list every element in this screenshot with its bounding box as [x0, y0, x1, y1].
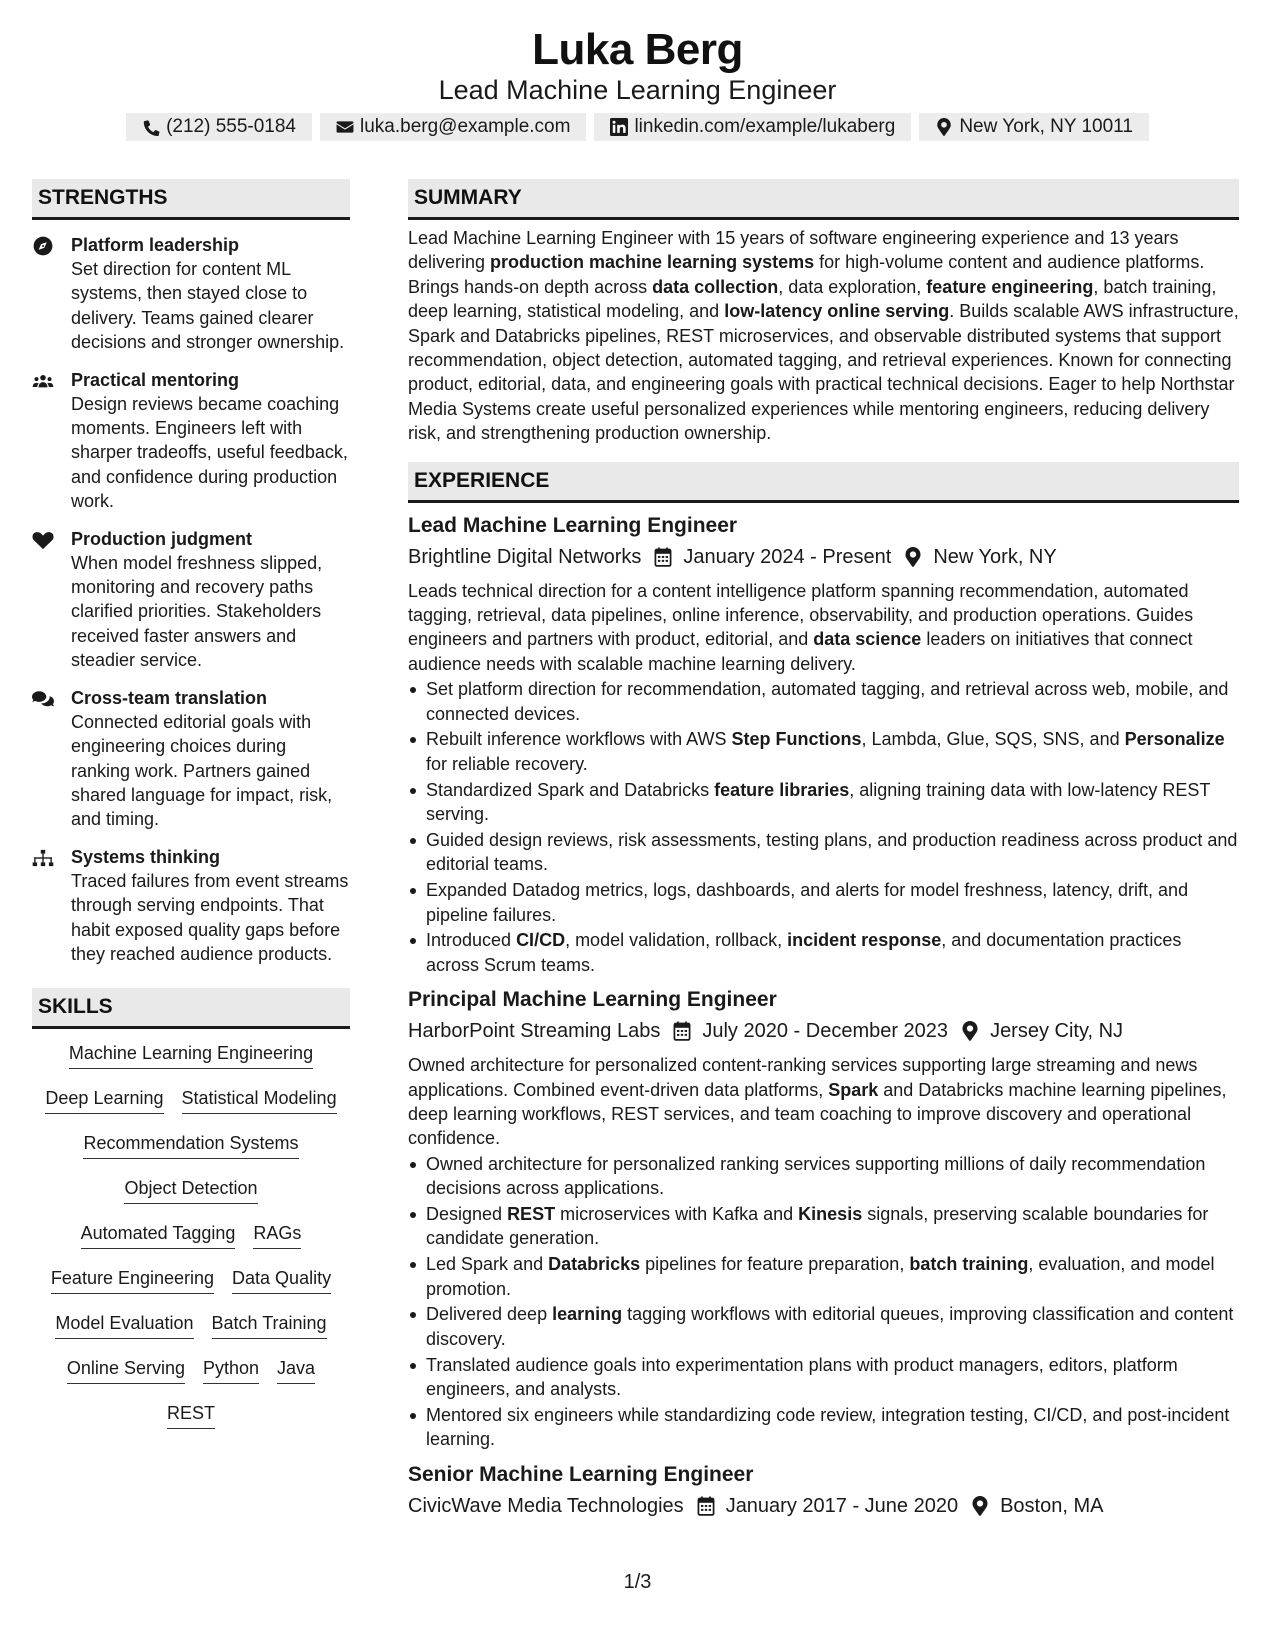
strength-description: Traced failures from event streams through serving endpoints. That habit exposed quality gaps before they reached audience products.: [71, 870, 349, 964]
job-title: Lead Machine Learning Engineer: [408, 513, 738, 537]
bold-text: Personalize: [1124, 729, 1225, 750]
text-run: . Builds scalable AWS infrastructure, Spark and Databricks pipelines, REST microservices, and observable distributed systems that support recommendation, object detection, automated tagging, and retrieval experiences. Known for connecting product, editorial, data, and engineering goals with practical technical decisions. Eager to help Northstar Media Systems create useful personalized experiences while mentoring engineers, reducing delivery risk, and strengthening production ownership.: [408, 301, 1239, 444]
skills-row: [32, 1356, 350, 1401]
text-run: Designed: [426, 1203, 508, 1224]
job-bullet: [426, 778, 1239, 827]
skill-tag: Online Serving: [67, 1356, 185, 1384]
text-run: Lead Machine Learning Engineer with 15 years of software engineering experience and 13 years delivering: [408, 228, 1179, 273]
contact-email[interactable]: [320, 113, 586, 141]
bold-text: REST: [507, 1203, 556, 1224]
text-run: tagging workflows with editorial queues, improving classification and content discovery.: [426, 1304, 1234, 1349]
contact-bar: [0, 113, 1275, 141]
linkedin-icon: [610, 118, 628, 136]
skills-row: [32, 1041, 350, 1086]
text-run: Guided design reviews, risk assessments, testing plans, and production readiness across product and editorial teams.: [426, 829, 1238, 875]
skill-tag: Java: [277, 1356, 315, 1384]
job-location: New York, NY: [933, 545, 1057, 568]
text-run: , batch training, deep learning, statistical modeling, and: [408, 276, 1217, 322]
bold-text: CI/CD: [516, 930, 566, 951]
text-run: Set platform direction for recommendation, automated tagging, and retrieval across web, mobile, and connected devices.: [426, 679, 1229, 724]
strength-item: [32, 368, 350, 514]
text-run: Mentored six engineers while standardizing code review, integration testing, CI/CD, and post-incident learning.: [426, 1404, 1230, 1450]
text-run: Delivered deep: [426, 1304, 553, 1325]
job-meta: [408, 1490, 1239, 1522]
skill-tag: Feature Engineering: [51, 1266, 214, 1294]
bold-text: Spark: [828, 1079, 879, 1100]
job-bullet: [426, 1202, 1239, 1251]
bold-text: Databricks: [548, 1254, 641, 1275]
skill-tag: Batch Training: [212, 1311, 327, 1339]
strength-description: When model freshness slipped, monitoring and recovery paths clarified priorities. Stakeholders received faster answers and steadier service.: [71, 552, 323, 671]
strength-description: Design reviews became coaching moments. Engineers left with sharper tradeoffs, useful feedback, and confidence during production work.: [71, 393, 348, 512]
bold-text: batch training: [909, 1254, 1029, 1275]
job-bullets: [408, 677, 1239, 977]
job-company: Brightline Digital Networks: [408, 545, 642, 568]
skill-tag: Recommendation Systems: [83, 1131, 298, 1159]
skill-tag: Data Quality: [232, 1266, 331, 1294]
job-meta: [408, 1015, 1239, 1047]
strength-item: [32, 845, 350, 967]
right-column: [408, 179, 1239, 1522]
phone-icon: [142, 118, 160, 136]
skills-row: [32, 1266, 350, 1311]
skills-row: [32, 1311, 350, 1356]
skills-row: [32, 1131, 350, 1176]
job-bullet: [426, 1403, 1239, 1452]
skill-tag: REST: [167, 1401, 215, 1429]
text-run: , data exploration,: [778, 276, 927, 297]
bold-text: feature libraries: [714, 779, 850, 800]
job-bullet: [426, 928, 1239, 977]
strength-title: Systems thinking: [71, 846, 221, 867]
text-run: Translated audience goals into experimentation plans with product managers, editors, platform engineers, and analysts.: [426, 1354, 1178, 1399]
text-run: , evaluation, and model promotion.: [426, 1254, 1215, 1299]
text-run: , model validation, rollback,: [565, 930, 788, 951]
text-run: Leads technical direction for a content intelligence platform spanning recommendation, automated tagging, retrieval, data pipelines, online inference, observability, and production operations. Guides engineers and partners with product, editorial, and: [408, 580, 1194, 650]
job-bullet: [426, 1302, 1239, 1351]
strength-item: [32, 527, 350, 673]
strengths-heading: STRENGTHS: [32, 179, 350, 220]
location-icon: [903, 547, 923, 567]
bold-text: data collection: [652, 276, 779, 297]
comments-icon: [32, 689, 54, 709]
candidate-name: Luka Berg: [532, 25, 743, 74]
experience-heading: EXPERIENCE: [408, 462, 1239, 503]
text-run: and Databricks machine learning pipelines, deep learning workflows, REST services, and team coaching to improve discovery and operational confidence.: [408, 1079, 1227, 1149]
text-run: Owned architecture for personalized content-ranking services supporting large streaming and news applications. Combined event-driven data platforms,: [408, 1055, 1198, 1100]
contact-email-text: luka.berg@example.com: [360, 116, 571, 137]
skill-tag: RAGs: [253, 1221, 301, 1249]
text-run: Expanded Datadog metrics, logs, dashboards, and alerts for model freshness, latency, drift, and pipeline failures.: [426, 880, 1189, 925]
skills-row: [32, 1401, 350, 1446]
skill-tag: Automated Tagging: [81, 1221, 236, 1249]
bold-text: production machine learning systems: [490, 252, 815, 273]
job-bullets: [408, 1152, 1239, 1452]
contact-linkedin-text: linkedin.com/example/lukaberg: [634, 116, 896, 137]
job-description: [408, 1053, 1239, 1151]
skills-list: [32, 1041, 350, 1446]
bold-text: low-latency online serving: [724, 301, 950, 322]
bold-text: Kinesis: [798, 1203, 863, 1224]
strength-title: Platform leadership: [71, 235, 240, 255]
job-bullet: [426, 1353, 1239, 1402]
strength-item: [32, 233, 350, 355]
skill-tag: Model Evaluation: [55, 1311, 193, 1339]
location-icon: [960, 1021, 980, 1041]
text-run: Owned architecture for personalized ranking services supporting millions of daily recommendation decisions across applications.: [426, 1153, 1206, 1199]
text-run: signals, preserving scalable boundaries for candidate generation.: [426, 1203, 1209, 1249]
text-run: , and documentation practices across Scrum teams.: [426, 930, 1182, 975]
text-run: , aligning training data with low-latency REST serving.: [426, 779, 1211, 825]
calendar-icon: [696, 1496, 716, 1516]
job-company: CivicWave Media Technologies: [408, 1494, 684, 1517]
summary-heading: SUMMARY: [408, 179, 1239, 220]
skill-tag: Object Detection: [124, 1176, 257, 1204]
job-description: [408, 579, 1239, 677]
skills-heading: SKILLS: [32, 988, 350, 1029]
text-run: for reliable recovery.: [426, 753, 588, 774]
users-icon: [32, 371, 54, 391]
job-company: HarborPoint Streaming Labs: [408, 1020, 661, 1043]
calendar-icon: [672, 1021, 692, 1041]
job-title: Principal Machine Learning Engineer: [408, 988, 777, 1012]
job-entry: [408, 511, 1239, 977]
contact-location: [919, 113, 1149, 141]
contact-phone[interactable]: [126, 113, 312, 141]
location-icon: [935, 118, 953, 136]
job-bullet: [426, 878, 1239, 927]
job-title: Senior Machine Learning Engineer: [408, 1462, 754, 1486]
job-bullet: [426, 1152, 1239, 1201]
job-entry: [408, 985, 1239, 1451]
job-location: Boston, MA: [1000, 1494, 1104, 1517]
skill-tag: Deep Learning: [45, 1086, 163, 1114]
experience-list: [408, 511, 1239, 1522]
job-meta: [408, 541, 1239, 573]
job-bullet: [426, 727, 1239, 776]
text-run: for high-volume content and audience platforms. Brings hands-on depth across: [408, 252, 1205, 297]
bold-text: Step Functions: [731, 729, 862, 750]
text-run: Led Spark and: [426, 1254, 549, 1275]
job-entry: [408, 1460, 1239, 1522]
job-dates: January 2024 - Present: [683, 545, 892, 568]
text-run: microservices with Kafka and: [555, 1203, 799, 1224]
strength-description: Set direction for content ML systems, then stayed close to delivery. Teams gained clearer decisions and stronger ownership.: [71, 259, 345, 353]
text-run: Introduced: [426, 930, 517, 951]
contact-phone-text: (212) 555-0184: [166, 116, 296, 137]
job-location: Jersey City, NJ: [990, 1020, 1124, 1043]
job-dates: July 2020 - December 2023: [702, 1020, 949, 1043]
bold-text: learning: [552, 1304, 623, 1325]
page-number: 1/3: [623, 1571, 652, 1593]
text-run: Rebuilt inference workflows with AWS: [426, 729, 732, 750]
job-dates: January 2017 - June 2020: [725, 1494, 959, 1517]
strength-title: Practical mentoring: [71, 369, 240, 390]
skills-row: [32, 1176, 350, 1221]
text-run: leaders on initiatives that connect audience needs with scalable machine learning delivery.: [408, 629, 1193, 674]
sitemap-icon: [32, 848, 54, 868]
skill-tag: Machine Learning Engineering: [69, 1041, 313, 1069]
calendar-icon: [653, 547, 673, 567]
skills-row: [32, 1086, 350, 1131]
job-bullet: [426, 677, 1239, 726]
text-run: Standardized Spark and Databricks: [426, 779, 715, 800]
strength-item: [32, 686, 350, 832]
envelope-icon: [336, 118, 354, 136]
skill-tag: Python: [203, 1356, 259, 1384]
text-run: , Lambda, Glue, SQS, SNS, and: [861, 729, 1125, 750]
strength-title: Cross-team translation: [71, 687, 268, 708]
strength-description: Connected editorial goals with engineering choices during ranking work. Partners gained shared language for impact, risk, and timing.: [71, 711, 333, 830]
contact-location-text: New York, NY 10011: [959, 116, 1133, 137]
location-icon: [970, 1496, 990, 1516]
heart-icon: [32, 530, 54, 550]
job-bullet: [426, 1252, 1239, 1301]
skills-row: [32, 1221, 350, 1266]
bold-text: data science: [813, 629, 922, 650]
bold-text: incident response: [787, 930, 942, 951]
strength-title: Production judgment: [71, 528, 252, 549]
contact-linkedin[interactable]: [594, 113, 911, 141]
left-column: [32, 179, 350, 1446]
bold-text: feature engineering: [926, 276, 1094, 297]
candidate-headline: Lead Machine Learning Engineer: [438, 75, 837, 105]
compass-icon: [32, 236, 54, 256]
text-run: pipelines for feature preparation,: [640, 1254, 910, 1275]
job-bullet: [426, 828, 1239, 877]
skill-tag: Statistical Modeling: [182, 1086, 337, 1114]
summary-text: [408, 226, 1239, 446]
